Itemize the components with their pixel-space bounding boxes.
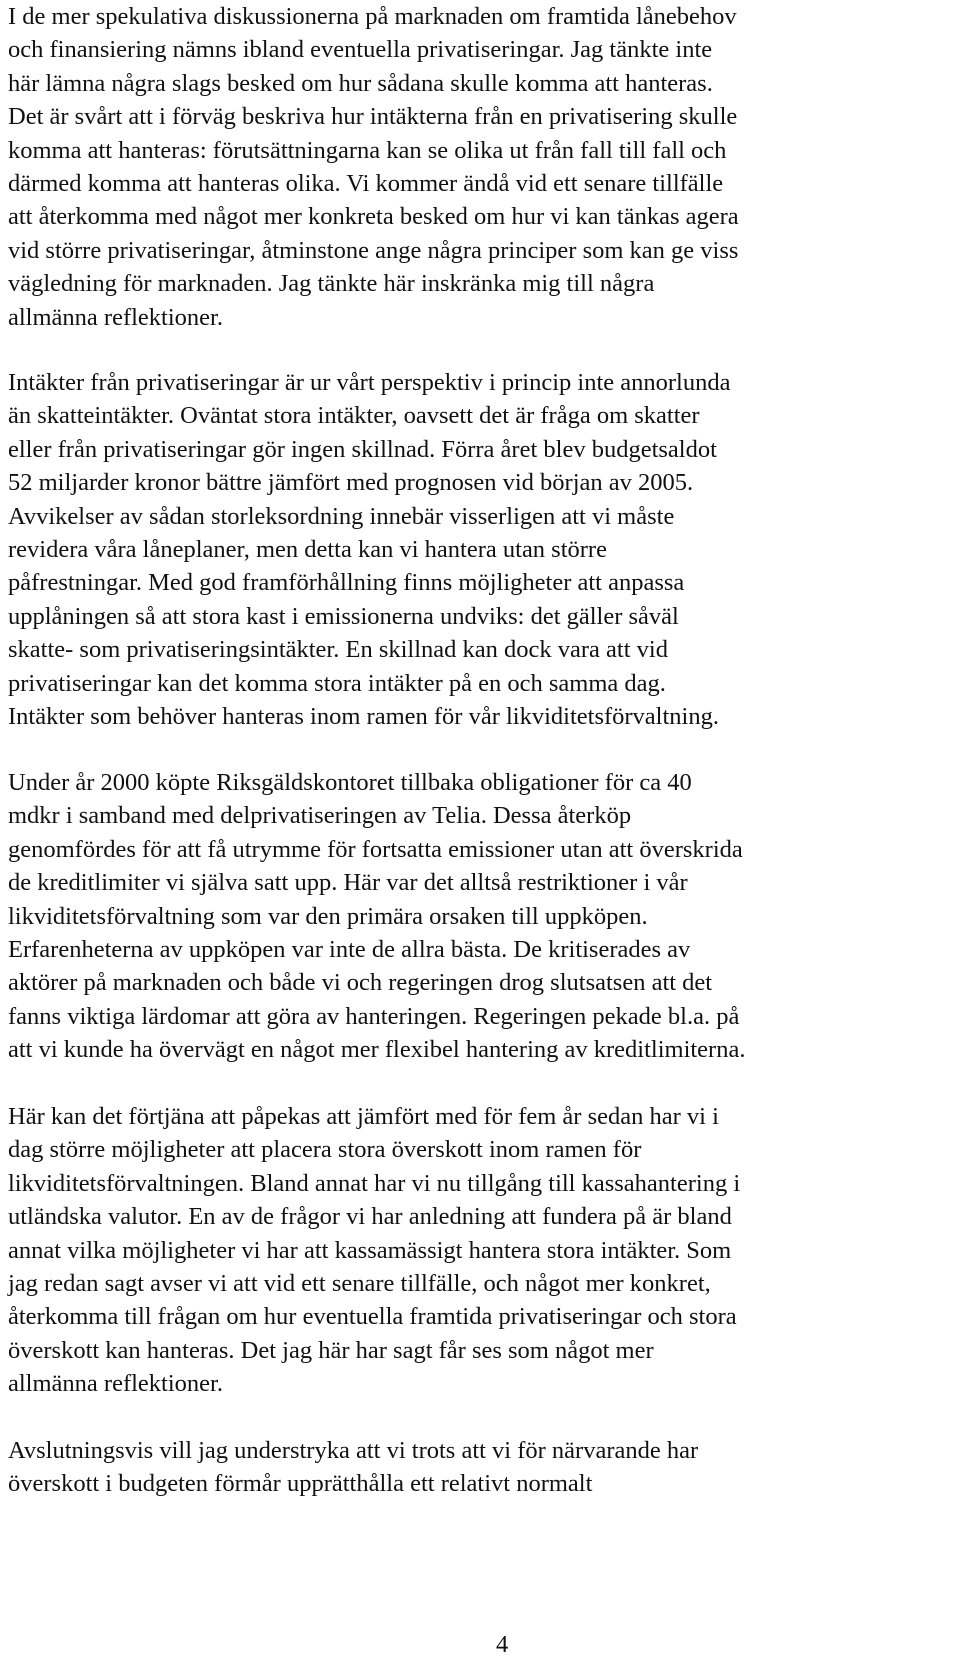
text-line: återkomma till frågan om hur eventuella framtida privatiseringar och stora bbox=[8, 1303, 737, 1331]
text-line: överskott i budgeten förmår upprätthålla ett relativt normalt bbox=[8, 1470, 593, 1498]
text-line: Det är svårt att i förväg beskriva hur intäkterna från en privatisering skulle bbox=[8, 103, 738, 131]
text-line: I de mer spekulativa diskussionerna på marknaden om framtida lånebehov bbox=[8, 3, 737, 30]
text-line: Här kan det förtjäna att påpekas att jämfört med för fem år sedan har vi i bbox=[8, 1103, 719, 1130]
text-line: privatiseringar kan det komma stora intäkter på en och samma dag. bbox=[8, 669, 666, 697]
text-line: allmänna reflektioner. bbox=[8, 1370, 223, 1398]
text-line: än skatteintäkter. Oväntat stora intäkter, oavsett det är fråga om skatter bbox=[8, 402, 700, 430]
text-line: revidera våra låneplaner, men detta kan vi hantera utan större bbox=[8, 536, 607, 564]
text-line: de kreditlimiter vi själva satt upp. Här var det alltså restriktioner i vår bbox=[8, 869, 688, 897]
text-line: överskott kan hanteras. Det jag här har sagt får ses som något mer bbox=[8, 1336, 654, 1364]
text-line: skatte- som privatiseringsintäkter. En skillnad kan dock vara att vid bbox=[8, 636, 668, 664]
text-line: Erfarenheterna av uppköpen var inte de allra bästa. De kritiserades av bbox=[8, 936, 691, 964]
text-line: mdkr i samband med delprivatiseringen av Telia. Dessa återköp bbox=[8, 802, 632, 830]
text-line: och finansiering nämns ibland eventuella privatiseringar. Jag tänkte inte bbox=[8, 36, 713, 64]
document-page bbox=[8, 0, 954, 1672]
paragraph-telia-buyback bbox=[8, 766, 745, 1067]
text-line: fanns viktiga lärdomar att göra av hanteringen. Regeringen pekade bl.a. på bbox=[8, 1002, 740, 1030]
paragraph-conclusion bbox=[8, 1434, 698, 1501]
text-line: vid större privatiseringar, åtminstone ange några principer som kan ge viss bbox=[8, 236, 739, 264]
text-line: aktörer på marknaden och både vi och regeringen drog slutsatsen att det bbox=[8, 969, 713, 997]
text-line: likviditetsförvaltning som var den primära orsaken till uppköpen. bbox=[8, 902, 648, 930]
text-line: Avvikelser av sådan storleksordning innebär visserligen att vi måste bbox=[8, 502, 675, 530]
page-number: 4 bbox=[496, 1631, 509, 1658]
text-line: att vi kunde ha övervägt en något mer flexibel hantering av kreditlimiterna. bbox=[8, 1036, 746, 1064]
text-line: upplåningen så att stora kast i emissionerna undviks: det gäller såväl bbox=[8, 602, 679, 630]
text-line: eller från privatiseringar gör ingen skillnad. Förra året blev budgetsaldot bbox=[8, 435, 717, 463]
text-line: allmänna reflektioner. bbox=[8, 303, 223, 331]
text-line: Intäkter från privatiseringar är ur vårt perspektiv i princip inte annorlunda bbox=[8, 369, 731, 396]
text-line: därmed komma att hanteras olika. Vi kommer ändå vid ett senare tillfälle bbox=[8, 170, 724, 198]
text-line: 52 miljarder kronor bättre jämfört med prognosen vid början av 2005. bbox=[8, 469, 694, 497]
text-line: utländska valutor. En av de frågor vi har anledning att fundera på är bland bbox=[8, 1203, 732, 1231]
text-line: genomfördes för att få utrymme för fortsatta emissioner utan att överskrida bbox=[8, 835, 743, 863]
text-line: dag större möjligheter att placera stora överskott inom ramen för bbox=[8, 1136, 642, 1164]
text-line: komma att hanteras: förutsättningarna kan se olika ut från fall till fall och bbox=[8, 136, 727, 164]
text-line: här lämna några slags besked om hur sådana skulle komma att hanteras. bbox=[8, 69, 713, 97]
paragraph-privatization-speculation bbox=[8, 0, 739, 334]
paragraph-privatization-income bbox=[8, 366, 730, 733]
text-line: annat vilka möjligheter vi har att kassamässigt hantera stora intäkter. Som bbox=[8, 1236, 732, 1264]
paragraph-liquidity-management bbox=[8, 1100, 740, 1401]
text-line: jag redan sagt avser vi att vid ett senare tillfälle, och något mer konkret, bbox=[8, 1270, 711, 1298]
text-line: att återkomma med något mer konkreta besked om hur vi kan tänkas agera bbox=[8, 203, 739, 231]
text-line: Avslutningsvis vill jag understryka att vi trots att vi för närvarande har bbox=[8, 1437, 699, 1464]
text-line: Intäkter som behöver hanteras inom ramen för vår likviditetsförvaltning. bbox=[8, 703, 719, 731]
text-line: vägledning för marknaden. Jag tänkte här inskränka mig till några bbox=[8, 270, 655, 298]
text-line: påfrestningar. Med god framförhållning finns möjligheter att anpassa bbox=[8, 569, 685, 597]
text-line: Under år 2000 köpte Riksgäldskontoret tillbaka obligationer för ca 40 bbox=[8, 769, 692, 796]
text-line: likviditetsförvaltningen. Bland annat har vi nu tillgång till kassahantering i bbox=[8, 1169, 741, 1197]
